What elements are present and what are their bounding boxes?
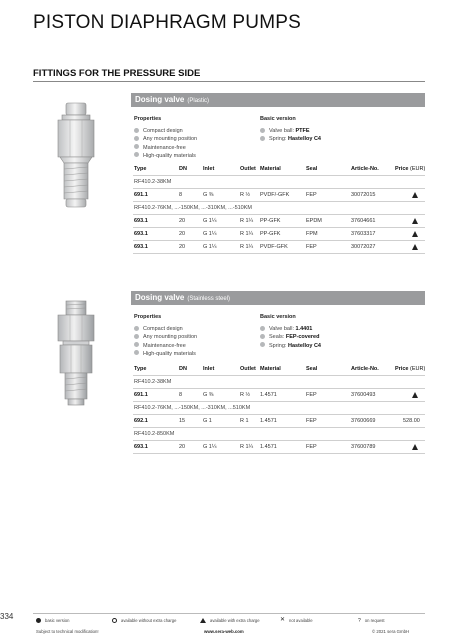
model-note: RF410.2-38KM bbox=[134, 179, 172, 185]
table-row: 693.1 20 G 1¼ R 1¼ PP-GFK FPM 37603317 bbox=[133, 228, 425, 240]
table-row: 691.1 8 G ⅜ R ½ PVDF/-GFK FEP 30072015 bbox=[133, 189, 425, 201]
legend-on-request: ? on request bbox=[358, 618, 385, 624]
bullet-dot-icon bbox=[134, 342, 139, 347]
header-dn: DN bbox=[179, 166, 187, 172]
plastic-valve-image bbox=[48, 101, 103, 211]
header-seal: Seal bbox=[306, 366, 318, 372]
model-note: RF410.2-38KM bbox=[134, 379, 172, 385]
extra-charge-triangle-icon bbox=[412, 192, 418, 198]
model-note: RF410.2-850KM bbox=[134, 431, 175, 437]
bullet-dot-icon bbox=[260, 128, 265, 133]
property-item: Any mounting position bbox=[134, 333, 197, 341]
basic-version-item: Spring: Hastelloy C4 bbox=[260, 342, 321, 350]
product-subtitle: (Stainless steel) bbox=[187, 296, 231, 302]
bullet-dot-icon bbox=[260, 326, 265, 331]
cross-icon: ✕ bbox=[280, 617, 286, 624]
header-seal: Seal bbox=[306, 166, 318, 172]
extra-charge-triangle-icon bbox=[412, 444, 418, 450]
header-article: Article-No. bbox=[351, 366, 379, 372]
header-type: Type bbox=[134, 166, 147, 172]
legend-extra-charge: available with extra charge bbox=[200, 618, 260, 623]
table-header-row bbox=[133, 163, 425, 175]
basic-version-heading: Basic version bbox=[260, 116, 296, 122]
extra-charge-triangle-icon bbox=[412, 231, 418, 237]
section-title: FITTINGS FOR THE PRESSURE SIDE bbox=[33, 68, 201, 79]
table-row: 693.1 20 G 1¼ R 1¼ PP-GFK EPDM 37604661 bbox=[133, 215, 425, 227]
product-name: Dosing valve bbox=[135, 293, 185, 302]
header-material: Material bbox=[260, 366, 281, 372]
basic-version-heading: Basic version bbox=[260, 314, 296, 320]
properties-heading: Properties bbox=[134, 116, 162, 122]
product-table bbox=[133, 363, 425, 454]
footer-divider bbox=[33, 613, 425, 614]
product-name: Dosing valve bbox=[135, 95, 185, 104]
bullet-dot-icon bbox=[134, 326, 139, 331]
header-material: Material bbox=[260, 166, 281, 172]
header-price: Price (EUR) bbox=[395, 166, 426, 172]
header-outlet: Outlet bbox=[240, 166, 256, 172]
product-banner bbox=[131, 291, 425, 305]
page-title: PISTON DIAPHRAGM PUMPS bbox=[33, 12, 301, 33]
properties-heading: Properties bbox=[134, 314, 162, 320]
header-price: Price (EUR) bbox=[395, 366, 426, 372]
property-item: High-quality materials bbox=[134, 350, 197, 358]
header-inlet: Inlet bbox=[203, 366, 215, 372]
triangle-icon bbox=[200, 618, 206, 623]
table-row: 692.1 15 G 1 R 1 1.4571 FEP 37600669 528.00 bbox=[134, 418, 420, 424]
bullet-dot-icon bbox=[260, 136, 265, 141]
question-icon: ? bbox=[358, 618, 361, 624]
website-link[interactable]: www.sera-web.com bbox=[204, 629, 244, 634]
bullet-dot-icon bbox=[134, 350, 139, 355]
product-banner bbox=[131, 93, 425, 107]
header-article: Article-No. bbox=[351, 166, 379, 172]
extra-charge-triangle-icon bbox=[412, 392, 418, 398]
bullet-dot-icon bbox=[134, 128, 139, 133]
table-row: 691.1 8 G ⅜ R ½ 1.4571 FEP 37600493 bbox=[133, 389, 425, 401]
table-row: 693.1 20 G 1¼ R 1¼ 1.4571 FEP 37600789 bbox=[133, 441, 425, 453]
basic-version-item: Seals: FEP-covered bbox=[260, 333, 321, 341]
basic-version-item: Valve ball: 1.4401 bbox=[260, 325, 321, 333]
hollow-circle-icon bbox=[112, 618, 117, 623]
model-note: RF410.2-76KM, ...-150KM, ...-310KM, ...-510KM bbox=[134, 205, 252, 211]
header-type: Type bbox=[134, 366, 147, 372]
property-item: High-quality materials bbox=[134, 152, 197, 160]
product-table bbox=[133, 163, 425, 254]
page-number: 334 bbox=[0, 612, 14, 621]
copyright: © 2021 sera GmbH bbox=[372, 629, 410, 634]
property-item: Any mounting position bbox=[134, 135, 197, 143]
bullet-dot-icon bbox=[260, 334, 265, 339]
stainless-valve-image bbox=[48, 299, 103, 409]
header-dn: DN bbox=[179, 366, 187, 372]
table-header-row bbox=[133, 363, 425, 375]
legend-no-extra-charge: available without extra charge bbox=[112, 618, 176, 623]
bullet-dot-icon bbox=[134, 152, 139, 157]
disclaimer: Subject to technical modification! bbox=[36, 629, 99, 634]
legend-basic-version: basic version bbox=[36, 618, 69, 623]
property-item: Maintenance-free bbox=[134, 144, 197, 152]
basic-version-item: Spring: Hastelloy C4 bbox=[260, 135, 321, 143]
extra-charge-triangle-icon bbox=[412, 244, 418, 250]
property-item: Maintenance-free bbox=[134, 342, 197, 350]
extra-charge-triangle-icon bbox=[412, 218, 418, 224]
price-value: 528.00 bbox=[403, 418, 420, 424]
table-row: 693.1 20 G 1¼ R 1¼ PVDF-GFK FEP 30072027 bbox=[133, 241, 425, 253]
bullet-dot-icon bbox=[260, 342, 265, 347]
header-inlet: Inlet bbox=[203, 166, 215, 172]
filled-circle-icon bbox=[36, 618, 41, 623]
property-item: Compact design bbox=[134, 127, 197, 135]
bullet-dot-icon bbox=[134, 144, 139, 149]
basic-version-item: Valve ball: PTFE bbox=[260, 127, 321, 135]
bullet-dot-icon bbox=[134, 334, 139, 339]
property-item: Compact design bbox=[134, 325, 197, 333]
model-note: RF410.2-76KM, ...-150KM, ...-310KM, ...510KM bbox=[134, 405, 251, 411]
header-outlet: Outlet bbox=[240, 366, 256, 372]
bullet-dot-icon bbox=[134, 136, 139, 141]
section-divider bbox=[33, 81, 425, 82]
legend-not-available: ✕ not available bbox=[280, 617, 313, 624]
product-subtitle: (Plastic) bbox=[187, 98, 210, 104]
